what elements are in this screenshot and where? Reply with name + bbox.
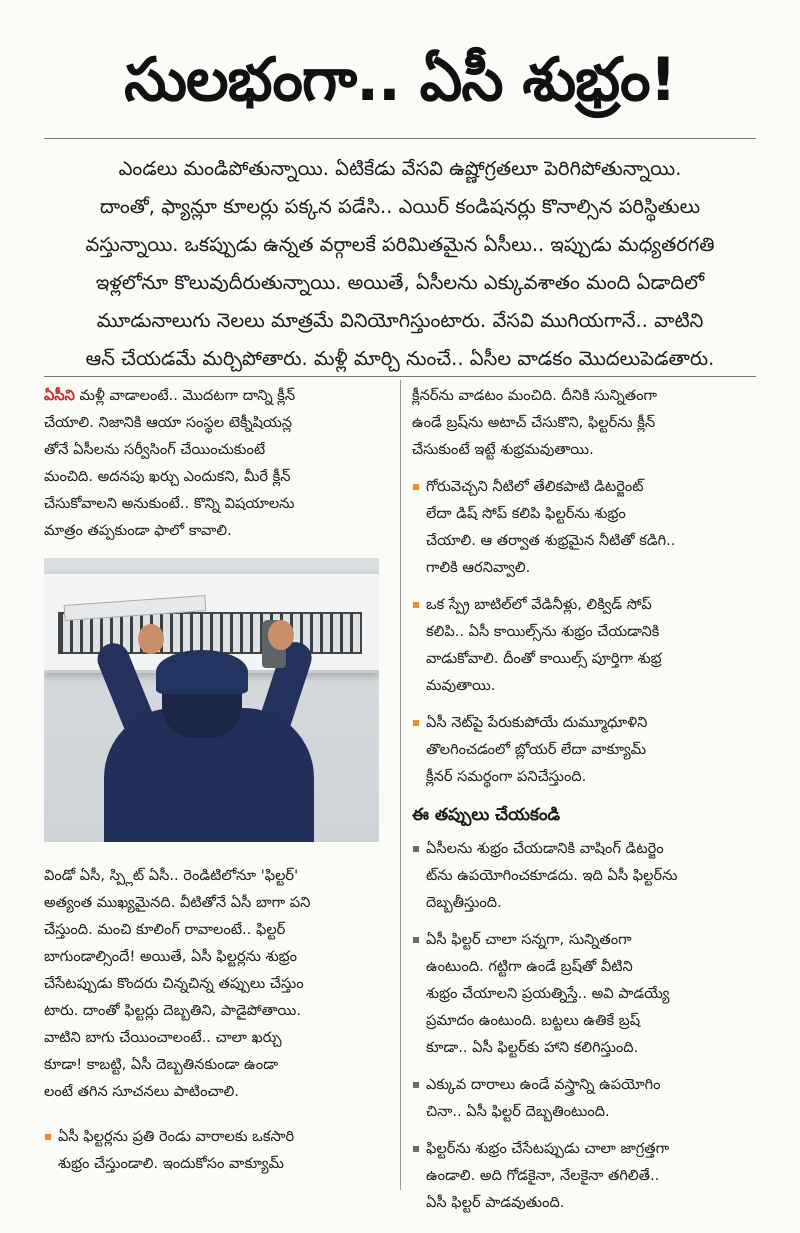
- text-line: ఏసీ నెట్‌పై పేరుకుపోయే దుమ్మూధూళిని: [426, 714, 648, 731]
- text-line: ట్‌ను ఉపయోగించకూడదు. ఇది ఏసీ ఫిల్టర్‌ను: [426, 867, 678, 884]
- text-line: తోనే ఏసీలను సర్వీసింగ్ చేయించుకుంటే: [44, 441, 266, 458]
- text-line: ఏసీలను శుభ్రం చేయడానికి వాషింగ్ డిటర్జెం: [426, 840, 664, 857]
- donts-subheading: ఈ తప్పులు చేయకండి: [412, 805, 561, 825]
- intro-line: మూడునాలుగు నెలలు మాత్రమే వినియోగిస్తుంటారు. వేసవి ముగియగానే.. వాటిని: [96, 309, 704, 332]
- intro-line: దాంతో, ఫ్యాన్లూ కూలర్లు పక్కన పడేసి.. ఎయిర్ కండిషనర్లు కొనాల్సిన పరిస్థితులు: [99, 195, 701, 218]
- left-para-1: [44, 382, 392, 544]
- text-line: విండో ఏసీ, స్ప్లిట్ ఏసీ.. రెండిటిలోనూ 'ఫిల్టర్': [44, 867, 299, 884]
- intro-rule: [44, 376, 756, 377]
- intro-line: ఎండలు మండిపోతున్నాయి. ఏటికేడు వేసవి ఉష్ణోగ్రతలూ పెరిగిపోతున్నాయి.: [118, 157, 682, 180]
- text-line: మంచిది. అదనపు ఖర్చు ఎందుకని, మీరే క్లీన్: [44, 468, 291, 485]
- text-line: క్లీనర్‌ను వాడటం మంచిది. దీనికి సున్నితంగా: [412, 387, 657, 404]
- text-line: చేసుకోవాలని అనుకుంటే.. కొన్ని విషయాలను: [44, 495, 295, 512]
- dont-bullet: [412, 926, 760, 1061]
- text-line: చినా.. ఏసీ ఫిల్టర్ దెబ్బతింటుంది.: [426, 1103, 610, 1120]
- dont-bullet: [412, 1071, 760, 1125]
- text-line: కూడా.. ఏసీ ఫిల్టర్‌కు హాని కలిగిస్తుంది.: [426, 1039, 639, 1056]
- text-line: చేయాలి. నిజానికి ఆయా సంస్థల టెక్నీషియన్ల: [44, 414, 293, 431]
- text-line: శుభ్రం చేయాలని ప్రయత్నిస్తే.. అవి పాడయ్యే: [426, 985, 670, 1002]
- text-line: ఉంటుంది. గట్టిగా ఉండే బ్రష్‌తో వీటిని: [426, 958, 633, 975]
- text-line: దెబ్బతీస్తుంది.: [426, 894, 502, 911]
- text-line: బాగుండాల్సిందే! అయితే, ఏసీ ఫిల్టర్లను శుభ్రం: [44, 948, 298, 965]
- text-line: చేస్తుంది. మంచి కూలింగ్ రావాలంటే.. ఫిల్టర్: [44, 921, 286, 938]
- text-line: ఏసీ ఫిల్టర్లను ప్రతి రెండు వారాలకు ఒకసారి: [58, 1128, 295, 1145]
- technician-hand-image: [268, 620, 294, 650]
- text-line: ఒక స్ప్రే బాటిల్‌లో వేడినీళ్లు, లిక్విడ్ సోప్: [426, 596, 652, 613]
- text-line: ఎక్కువ దారాలు ఉండే వస్త్రాన్ని ఉపయోగిం: [426, 1076, 661, 1093]
- tip-bullet: [412, 709, 760, 790]
- headline: సులభంగా.. ఏసీ శుభ్రం!: [124, 45, 676, 115]
- lead-word: ఏసీని: [44, 387, 75, 404]
- top-rule: [44, 138, 756, 139]
- intro-line: వస్తున్నాయి. ఒకప్పుడు ఉన్నత వర్గాలకే పరిమితమైన ఏసీలు.. ఇప్పుడు మధ్యతరగతి: [85, 233, 715, 256]
- dont-bullet: [412, 835, 760, 916]
- text-line: ఏసీని మళ్లీ వాడాలంటే.. మొదటగా దాన్ని క్లీన్: [44, 387, 296, 404]
- text-line: మాత్రం తప్పకుండా ఫాలో కావాలి.: [44, 522, 232, 539]
- text-line: లంటే తగిన సూచనలు పాటించాలి.: [44, 1083, 239, 1100]
- text-line: తొలగించడంలో బ్లోయర్ లేదా వాక్యూమ్: [426, 741, 647, 758]
- text-line: ఏసీ ఫిల్టర్ పాడవుతుంది.: [426, 1194, 565, 1211]
- left-para-2: [44, 862, 392, 1105]
- text-line: గోరువెచ్చని నీటిలో తేలికపాటి డిటర్జెంట్: [426, 478, 644, 495]
- text-line: ఉండాలి. అది గోడకైనా, నేలకైనా తగిలితే..: [426, 1167, 660, 1184]
- text-line: ఏసీ ఫిల్టర్ చాలా సన్నగా, సున్నితంగా: [426, 931, 632, 948]
- text-line: చేసేటప్పుడు కొందరు చిన్నచిన్న తప్పులు చేస్తుం: [44, 975, 304, 992]
- tip-bullet: [412, 591, 760, 699]
- intro-paragraph: [44, 150, 756, 378]
- text-line: ప్రమాదం ఉంటుంది. బట్టలు ఉతికే బ్రష్: [426, 1012, 641, 1029]
- technician-hand-image: [138, 624, 164, 654]
- text-line: లేదా డిష్ సోప్ కలిపి ఫిల్టర్‌ను శుభ్రం: [426, 505, 626, 522]
- tip-bullet: [44, 1123, 392, 1177]
- text-line: కూడా! కాబట్టి, ఏసీ దెబ్బతినకుండా ఉండా: [44, 1056, 278, 1073]
- intro-line: ఆన్ చేయడమే మర్చిపోతారు. మళ్లీ మార్చి నుంచే.. ఏసీల వాడకం మొదలుపెడతారు.: [85, 347, 715, 370]
- text-line: శుభ్రం చేస్తుండాలి. ఇందుకోసం వాక్యూమ్: [58, 1155, 284, 1172]
- continued-text: [412, 382, 760, 463]
- text-line: కలిపి.. ఏసీ కాయిల్స్‌ను శుభ్రం చేయడానికి: [426, 623, 660, 640]
- left-column: [44, 382, 392, 1177]
- tip-bullet: [412, 473, 760, 581]
- text-line: చేసుకుంటే ఇట్టే శుభ్రమవుతాయి.: [412, 441, 594, 458]
- column-divider: [400, 380, 401, 1190]
- text-line: మవుతాయి.: [426, 677, 496, 694]
- dont-bullet: [412, 1135, 760, 1216]
- text-line: గాలికి ఆరనివ్వాలి.: [426, 559, 531, 576]
- text-line: ఉండే బ్రష్‌ను అటాచ్ చేసుకొని, ఫిల్టర్‌ను క్లీన్: [412, 414, 656, 431]
- text-line: ఫిల్టర్‌ను శుభ్రం చేసేటప్పుడు చాలా జాగ్రత్తగా: [426, 1140, 670, 1157]
- intro-line: ఇళ్లలోనూ కొలువుదీరుతున్నాయి. అయితే, ఏసీలను ఎక్కువశాతం మంది ఏడాదిలో: [95, 271, 705, 294]
- technician-cleaning-ac-photo: [44, 558, 379, 842]
- text-line: వాటిని బాగు చేయించాలంటే.. చాలా ఖర్చు: [44, 1029, 282, 1046]
- text-line: క్లీనర్ సమర్థంగా పనిచేస్తుంది.: [426, 768, 587, 785]
- text-line: వాడుకోవాలి. దీంతో కాయిల్స్ పూర్తిగా శుభ్ర: [426, 650, 662, 667]
- technician-cap-image: [156, 650, 248, 694]
- right-column: [412, 382, 760, 1216]
- text-line: చేయాలి. ఆ తర్వాత శుభ్రమైన నీటితో కడిగి..: [426, 532, 676, 549]
- text-line: టారు. దాంతో ఫిల్టర్లు దెబ్బతిని, పాడైపోతాయి.: [44, 1002, 301, 1019]
- spacer: [44, 1105, 392, 1123]
- text-line: అత్యంత ముఖ్యమైనది. వీటితోనే ఏసీ బాగా పని: [44, 894, 311, 911]
